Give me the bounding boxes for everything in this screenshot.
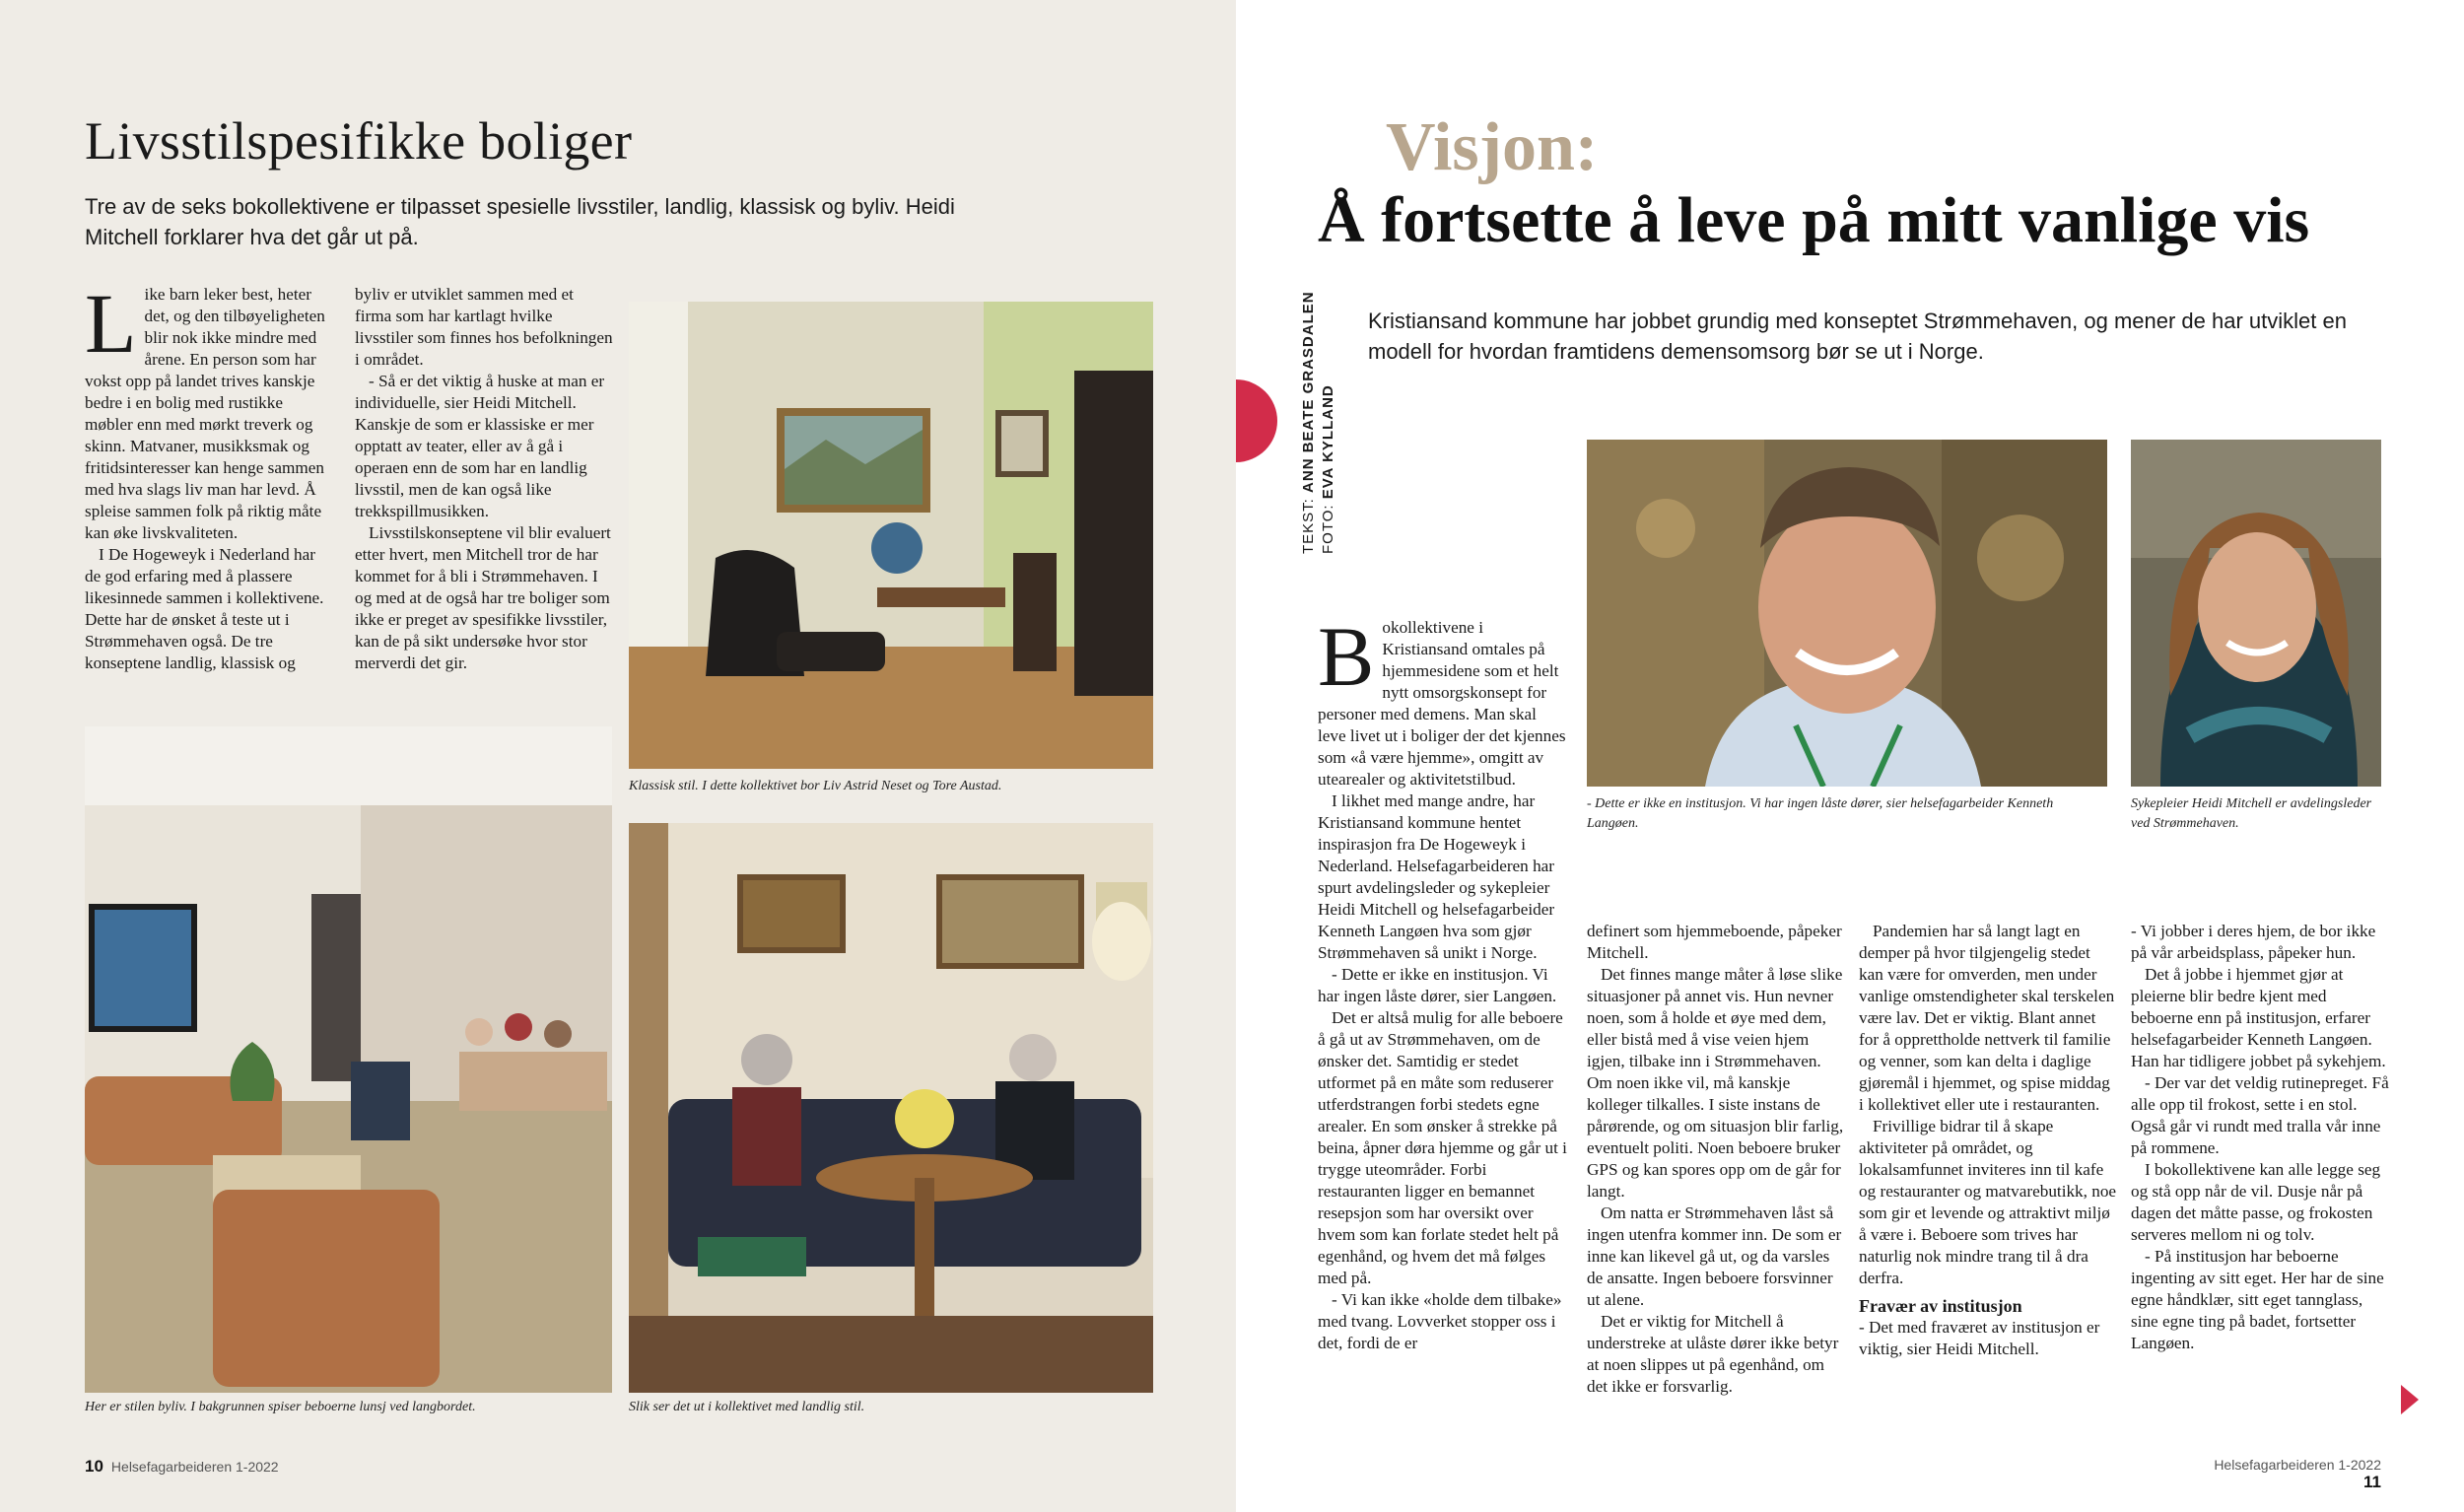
dropcap: B [1318,609,1375,704]
left-folio [85,1457,279,1477]
right-column-3 [1859,921,2117,1360]
paragraph: Pandemien har så langt lagt en demper på hvor tilgjengelig stedet kan være for omverden, men under vanlige omstendigheter skal terskelen være lav. Det er viktig. Blant annet for å opprettholde nettverk til familie og venner, som kan delta i daglige gjøremål i hjemmet, og spise middag i kollektivet eller ute i restauranten. [1859,922,2115,1114]
page-number: 10 [85,1457,103,1476]
right-article-lead: Kristiansand kommune har jobbet grundig med konseptet Strømmehaven, og mener de har utviklet en modell for hvordan framtidens demensomsorg bør se ut i Norge. [1368,309,2347,364]
right-folio [2190,1457,2381,1492]
paragraph: definert som hjemmeboende, påpeker Mitchell. [1587,922,1842,962]
photo-caption: Her er stilen byliv. I bakgrunnen spiser beboerne lunsj ved langbordet. [85,1400,476,1414]
paragraph: - På institusjon har beboerne ingenting av sitt eget. Her har de sine egne håndklær, sitt eget tannglass, sine egne ting på badet, fortsetter Langøen. [2131,1247,2384,1352]
photo-byliv-lounge [85,726,612,1393]
paragraph: byliv er utviklet sammen med et firma som har kartlagt hvilke livsstiler som finnes hos befolkningen i området. [355,285,613,369]
arrow-right-icon[interactable] [2401,1385,2419,1414]
magazine-issue: Helsefagarbeideren 1-2022 [110,1459,279,1475]
left-article-lead: Tre av de seks bokollektivene er tilpasset spesielle livsstiler, landlig, klassisk og byliv. Heidi Mitchell forklarer hva det går ut på. [85,194,955,249]
photo-caption: Sykepleier Heidi Mitchell er avdelingsleder ved Strømmehaven. [2131,796,2372,831]
byline-text-label: TEKST: [1300,498,1317,554]
byline-writer: ANN BEATE GRASDALEN [1300,291,1317,493]
photo-landlig-living-room [629,823,1153,1393]
paragraph: - Så er det viktig å huske at man er individuelle, sier Heidi Mitchell. Kanskje de som er klassiske er mer opptatt av teater, eller av å gå i operaen enn de som har en landlig livsstil, men de kan også like trekkspillmusikken. [355,372,605,520]
paragraph: - Vi jobber i deres hjem, de bor ikke på vår arbeidsplass, påpeker hun. [2131,922,2376,962]
right-column-4 [2131,921,2389,1354]
magazine-issue: Helsefagarbeideren 1-2022 [2214,1457,2381,1473]
dropcap: L [85,276,137,371]
paragraph: Det finnes mange måter å løse slike situasjoner på annet vis. Hun nevner noen, som å holde et øye med dem, eller bistå med å vise veien hjem igjen, tilbake inn i Strømmehaven. Om noen ikke vil, må kanskje kolleger tilkalles. I siste instans de pårørende, og om situasjon blir farlig, eventuelt politi. Noen beboere bruker GPS og kan spores opp om de går for langt. [1587,965,1844,1201]
right-column-1 [1318,609,1568,1354]
photo-caption: - Dette er ikke en institusjon. Vi har ingen låste dører, sier helsefagarbeider Kenneth Langøen. [1587,796,2054,831]
byline-photographer: EVA KYLLAND [1320,384,1336,500]
right-column-2 [1587,921,1845,1398]
paragraph: I likhet med mange andre, har Kristiansand kommune hentet inspirasjon fra De Hogeweyk i Nederland. Helsefagarbeideren har spurt avdelingsleder og sykepleier Heidi Mitchell og helsefagarbeider Kenneth Langøen hva som gjør Strømmehaven så unikt i Norge. [1318,791,1555,962]
left-column-2 [355,284,613,674]
paragraph: - Det med fraværet av institusjon er viktig, sier Heidi Mitchell. [1859,1318,2100,1358]
paragraph: I De Hogeweyk i Nederland har de god erfaring med å plassere likesinnede sammen i kollektivene. Dette har de ønsket å teste ut i Strømmehaven også. De tre konseptene landlig, klassisk og [85,545,324,672]
byline [1299,291,1336,554]
paragraph: - Dette er ikke en institusjon. Vi har ingen låste dører, sier Langøen. [1318,965,1557,1005]
left-column-1 [85,276,327,674]
paragraph: Livsstilskonseptene vil blir evaluert etter hvert, men Mitchell tror de har kommet for å bli i Strømmehaven. I og med at de også har tre boliger som ikke er preget av spesifikke livsstiler, kan de på sikt undersøke hvor stor merverdi det gir. [355,523,611,672]
paragraph: - Der var det veldig rutinepreget. Få alle opp til frokost, sette i en stol. Også går vi rundt med tralla vår inne på rommene. [2131,1073,2389,1157]
paragraph: I bokollektivene kan alle legge seg og stå opp når de vil. Dusje når på dagen det måtte passe, og frokosten serveres mellom ni og tolv. [2131,1160,2381,1244]
paragraph: okollektivene i Kristiansand omtales på hjemmesidene som et helt nytt omsorgskonsept for personer med demens. Man skal leve livet ut i boliger der det kjennes som «å være hjemme», omgitt av utearealer og aktivitetstilbud. [1318,618,1566,789]
paragraph: Det er altså mulig for alle beboere å gå ut av Strømmehaven, om de ønsker det. Samtidig er stedet utformet på en måte som reduserer utferdstrangen forbi stedets egne arealer. En som ønsker å strekke på beina, åpner døra hjemme og går ut i trygge uteområder. Forbi restauranten ligger en bemannet resepsjon som har oversikt over hvem som kan forlate stedet helt på egenhånd, og hvem det må følges med på. [1318,1008,1567,1287]
photo-caption: Klassisk stil. I dette kollektivet bor Liv Astrid Neset og Tore Austad. [629,779,1002,793]
paragraph: Det å jobbe i hjemmet gjør at pleierne blir bedre kjent med beboerne enn på institusjon, erfarer helsefagarbeider Kenneth Langøen. Han har tidligere jobbet på sykehjem. [2131,965,2386,1070]
photo-caption: Slik ser det ut i kollektivet med landlig stil. [629,1400,865,1414]
byline-photo-label: FOTO: [1320,504,1336,554]
photo-heidi-mitchell-portrait [2131,440,2381,787]
photo-klassisk-living-room [629,302,1153,769]
subheading: Fravær av institusjon [1859,1296,2022,1316]
photo-kenneth-langoen-portrait [1587,440,2107,787]
article-kicker: Visjon: [1386,109,1599,185]
paragraph: Det er viktig for Mitchell å understreke at ulåste dører ikke betyr at noen slippes ut på egenhånd, om det ikke er forsvarlig. [1587,1312,1839,1396]
paragraph: ike barn leker best, heter det, og den tilbøyeligheten blir nok ikke mindre med årene. En person som har vokst opp på landet trives kanskje bedre i en bolig med rustikke møbler enn med mørkt treverk og skinn. Matvaner, musikksmak og fritidsinteresser kan henge sammen med hva slags liv man har levd. Å spleise sammen folk på riktig måte kan øke livskvaliteten. [85,285,325,542]
left-article-title: Livsstilspesifikke boliger [85,111,633,171]
paragraph: Om natta er Strømmehaven låst så ingen utenfra kommer inn. De som er inne kan likevel gå ut, og da varsles de ansatte. Ingen beboere forsvinner ut alene. [1587,1203,1842,1309]
page-number: 11 [2363,1473,2381,1491]
paragraph: - Vi kan ikke «holde dem tilbake» med tvang. Lovverket stopper oss i det, fordi de er [1318,1290,1562,1352]
right-article-title: Å fortsette å leve på mitt vanlige vis [1318,184,2310,256]
paragraph: Frivillige bidrar til å skape aktiviteter på området, og lokalsamfunnet inviteres inn til kafe og restauranter og matvarebutikk, noe som gir et levende og attraktivt miljø å være i. Beboere som trives har naturlig nok mindre trang til å dra derfra. [1859,1117,2117,1287]
